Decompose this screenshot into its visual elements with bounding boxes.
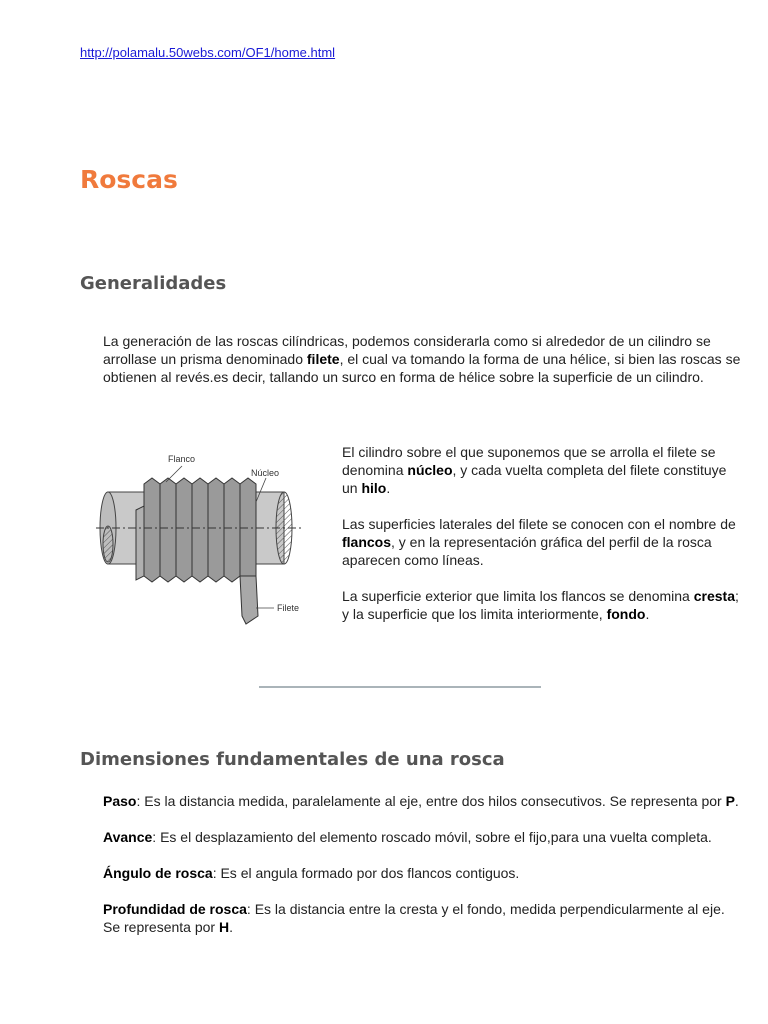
- divider: [259, 686, 541, 688]
- section-heading-dimensiones: Dimensiones fundamentales de una rosca: [80, 749, 505, 770]
- paragraph-cresta: La superficie exterior que limita los flancos se denomina cresta; y la superficie que los limita interiormente, fondo.: [342, 588, 739, 622]
- intro-paragraph: La generación de las roscas cilíndricas, podemos considerarla como si alrededor de un cilindro se arrollase un prisma denominado filete, el cual va tomando la forma de una hélice, si bien las roscas se obtienen al revés.es decir, tallando un surco en forma de hélice sobre la superficie de un cilindro.: [103, 333, 741, 385]
- paragraph-flancos: Las superficies laterales del filete se conocen con el nombre de flancos, y en la representación gráfica del perfil de la rosca aparecen como líneas.: [342, 516, 736, 568]
- label-filete: Filete: [277, 603, 300, 613]
- definition-paso: Paso: Es la distancia medida, paralelamente al eje, entre dos hilos consecutivos. Se representa por P.: [103, 793, 739, 809]
- section-heading-generalidades: Generalidades: [80, 273, 227, 294]
- definitions-list: [103, 792, 743, 936]
- definition-angulo: Ángulo de rosca: Es el angula formado por dos flancos contiguos.: [103, 865, 520, 881]
- thread-diagram: [96, 448, 311, 628]
- definition-avance: Avance: Es el desplazamiento del elemento roscado móvil, sobre el fijo,para una vuelta completa.: [103, 829, 712, 845]
- paragraph-nucleo: El cilindro sobre el que suponemos que se arrolla el filete se denomina núcleo, y cada vuelta completa del filete constituye un hilo.: [342, 444, 727, 496]
- label-nucleo: Núcleo: [251, 468, 280, 478]
- label-flanco: Flanco: [168, 454, 196, 464]
- page-title: Roscas: [80, 165, 178, 194]
- definition-profundidad: Profundidad de rosca: Es la distancia entre la cresta y el fondo, medida perpendicularmente al eje. Se representa por H.: [103, 901, 725, 935]
- source-link[interactable]: http://polamalu.50webs.com/OF1/home.html: [80, 45, 336, 60]
